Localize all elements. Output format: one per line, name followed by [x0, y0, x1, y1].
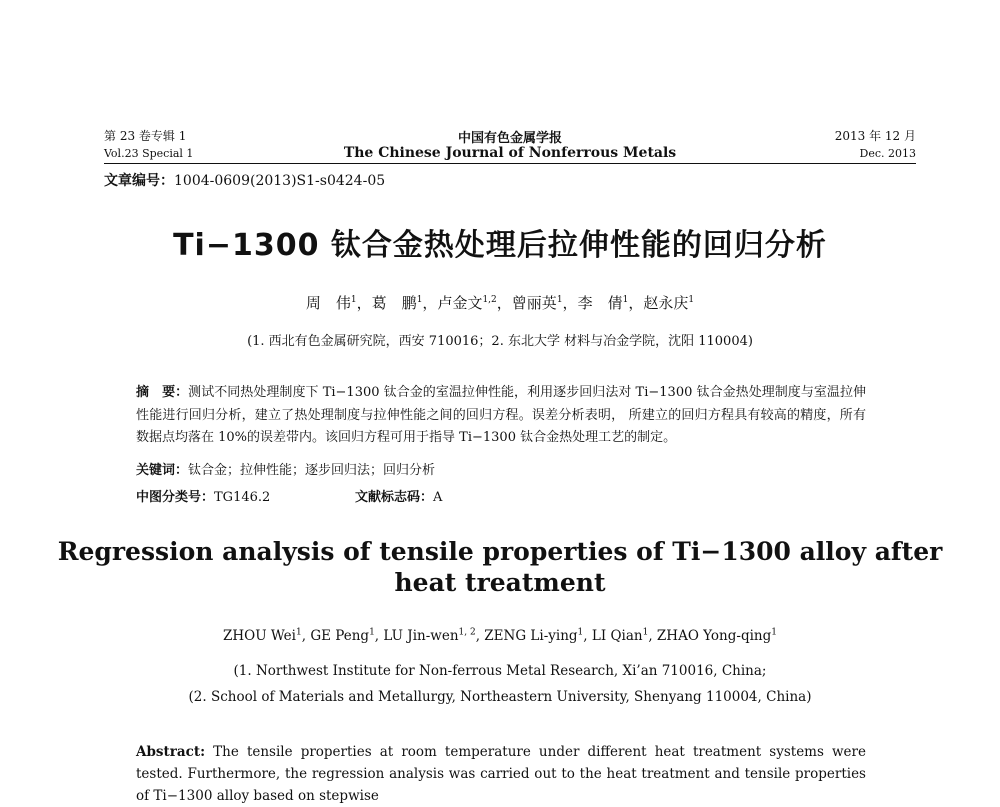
- author-name: 曾丽英: [511, 294, 557, 312]
- author-name: ZHOU Wei: [223, 628, 296, 644]
- author-affiliation-mark: 1: [369, 627, 375, 638]
- date-en: Dec. 2013: [859, 147, 916, 160]
- document-code: [355, 486, 442, 505]
- author-affiliation-mark: 1: [416, 295, 423, 305]
- affiliation-cn: (1. 西北有色金属研究院，西安 710016；2. 东北大学 材料与冶金学院，沈阳 110004): [247, 334, 753, 349]
- author-name: 卢金文: [437, 294, 483, 312]
- author-name: 李 倩: [577, 294, 623, 312]
- abstract-en: [136, 741, 866, 807]
- authors-cn: 周 伟$^1$，葛 鹏$^1$，卢金文$^{1,2}$，曾丽英$^1$，李 倩$^1$，赵永庆$^1$: [305, 294, 695, 312]
- author-affiliation-mark: 1: [296, 627, 302, 638]
- classification-number: [136, 486, 270, 505]
- running-header-en: [104, 143, 916, 164]
- author-affiliation-mark: 1: [556, 295, 563, 305]
- journal-name-cn: 中国有色金属学报: [457, 131, 562, 146]
- title-en-line1: Regression analysis of tensile properties of Ti−1300 alloy after: [57, 537, 943, 566]
- abstract-en-text: The tensile properties at room temperature under different heat treatment systems were tested. Furthermore, the regression analysis was carried out to the heat treatment and tensile properties of Ti−1300 alloy based on stepwise: [136, 744, 866, 804]
- author-name: ZHAO Yong-qing: [656, 628, 772, 644]
- author-affiliation-mark: 1, 2: [458, 627, 476, 638]
- author-name: 葛 鹏: [371, 294, 417, 312]
- keywords-cn: [136, 459, 435, 478]
- author-name: LU Jin-wen: [383, 628, 459, 644]
- title-en-line2: heat treatment: [394, 568, 606, 597]
- volume-en: Vol.23 Special 1: [104, 147, 194, 160]
- volume-cn: 第 23 卷专辑 1: [104, 129, 187, 143]
- title-cn: Ti−1300 钛合金热处理后拉伸性能的回归分析: [173, 228, 827, 263]
- classification-label: 中图分类号：: [136, 490, 215, 505]
- affiliation-en-1: (1. Northwest Institute for Non-ferrous Metal Research, Xi’an 710016, China;: [233, 663, 767, 679]
- abstract-en-label: Abstract:: [136, 744, 206, 760]
- author-affiliation-mark: 1,2: [482, 295, 497, 305]
- abstract-cn: [136, 382, 866, 450]
- article-number-value: 1004-0609(2013)S1-s0424-05: [174, 173, 386, 189]
- author-name: 赵永庆: [643, 294, 689, 312]
- author-affiliation-mark: 1: [771, 627, 777, 638]
- author-name: 周 伟: [305, 294, 351, 312]
- running-header-cn: [104, 125, 916, 146]
- author-name: ZENG Li-ying: [484, 628, 578, 644]
- article-number-label: 文章编号：: [104, 173, 174, 189]
- abstract-cn-text: 测试不同热处理制度下 Ti−1300 钛合金的室温拉伸性能，利用逐步回归法对 Ti−1300 钛合金热处理制度与室温拉伸性能进行回归分析，建立了热处理制度与拉伸性能之间的回归方程。误差分析表明， 所建立的回归方程具有较高的精度，所有数据点均落在 10%的误差带内。该回归方程可用于指导 Ti−1300 钛合金热处理工艺的制定。: [136, 385, 866, 445]
- keywords-cn-text: 钛合金；拉伸性能；逐步回归法；回归分析: [188, 463, 436, 478]
- document-code-value: A: [433, 490, 443, 505]
- author-affiliation-mark: 1: [577, 627, 584, 638]
- title-en: [0, 536, 1000, 598]
- author-name: LI Qian: [591, 628, 643, 644]
- author-affiliation-mark: 1: [688, 295, 695, 305]
- affiliation-en-2: (2. School of Materials and Metallurgy, Northeastern University, Shenyang 110004, China): [188, 689, 812, 705]
- document-code-label: 文献标志码：: [355, 490, 434, 505]
- keywords-cn-label: 关键词：: [136, 463, 189, 478]
- author-affiliation-mark: 1: [642, 627, 649, 638]
- abstract-cn-label: 摘 要：: [136, 385, 189, 400]
- author-affiliation-mark: 1: [622, 295, 629, 305]
- journal-name-en: The Chinese Journal of Nonferrous Metals: [343, 145, 677, 161]
- article-number: [104, 170, 385, 190]
- classification-value: TG146.2: [214, 490, 271, 505]
- author-name: GE Peng: [310, 628, 370, 644]
- date-cn: 2013 年 12 月: [834, 129, 916, 143]
- authors-en: ZHOU Wei$^1$, GE Peng$^1$, LU Jin-wen$^{1, 2}$, ZENG Li-ying$^1$, LI Qian$^1$, ZHAO Yong-qing$^1$: [223, 627, 777, 644]
- author-affiliation-mark: 1: [350, 295, 357, 305]
